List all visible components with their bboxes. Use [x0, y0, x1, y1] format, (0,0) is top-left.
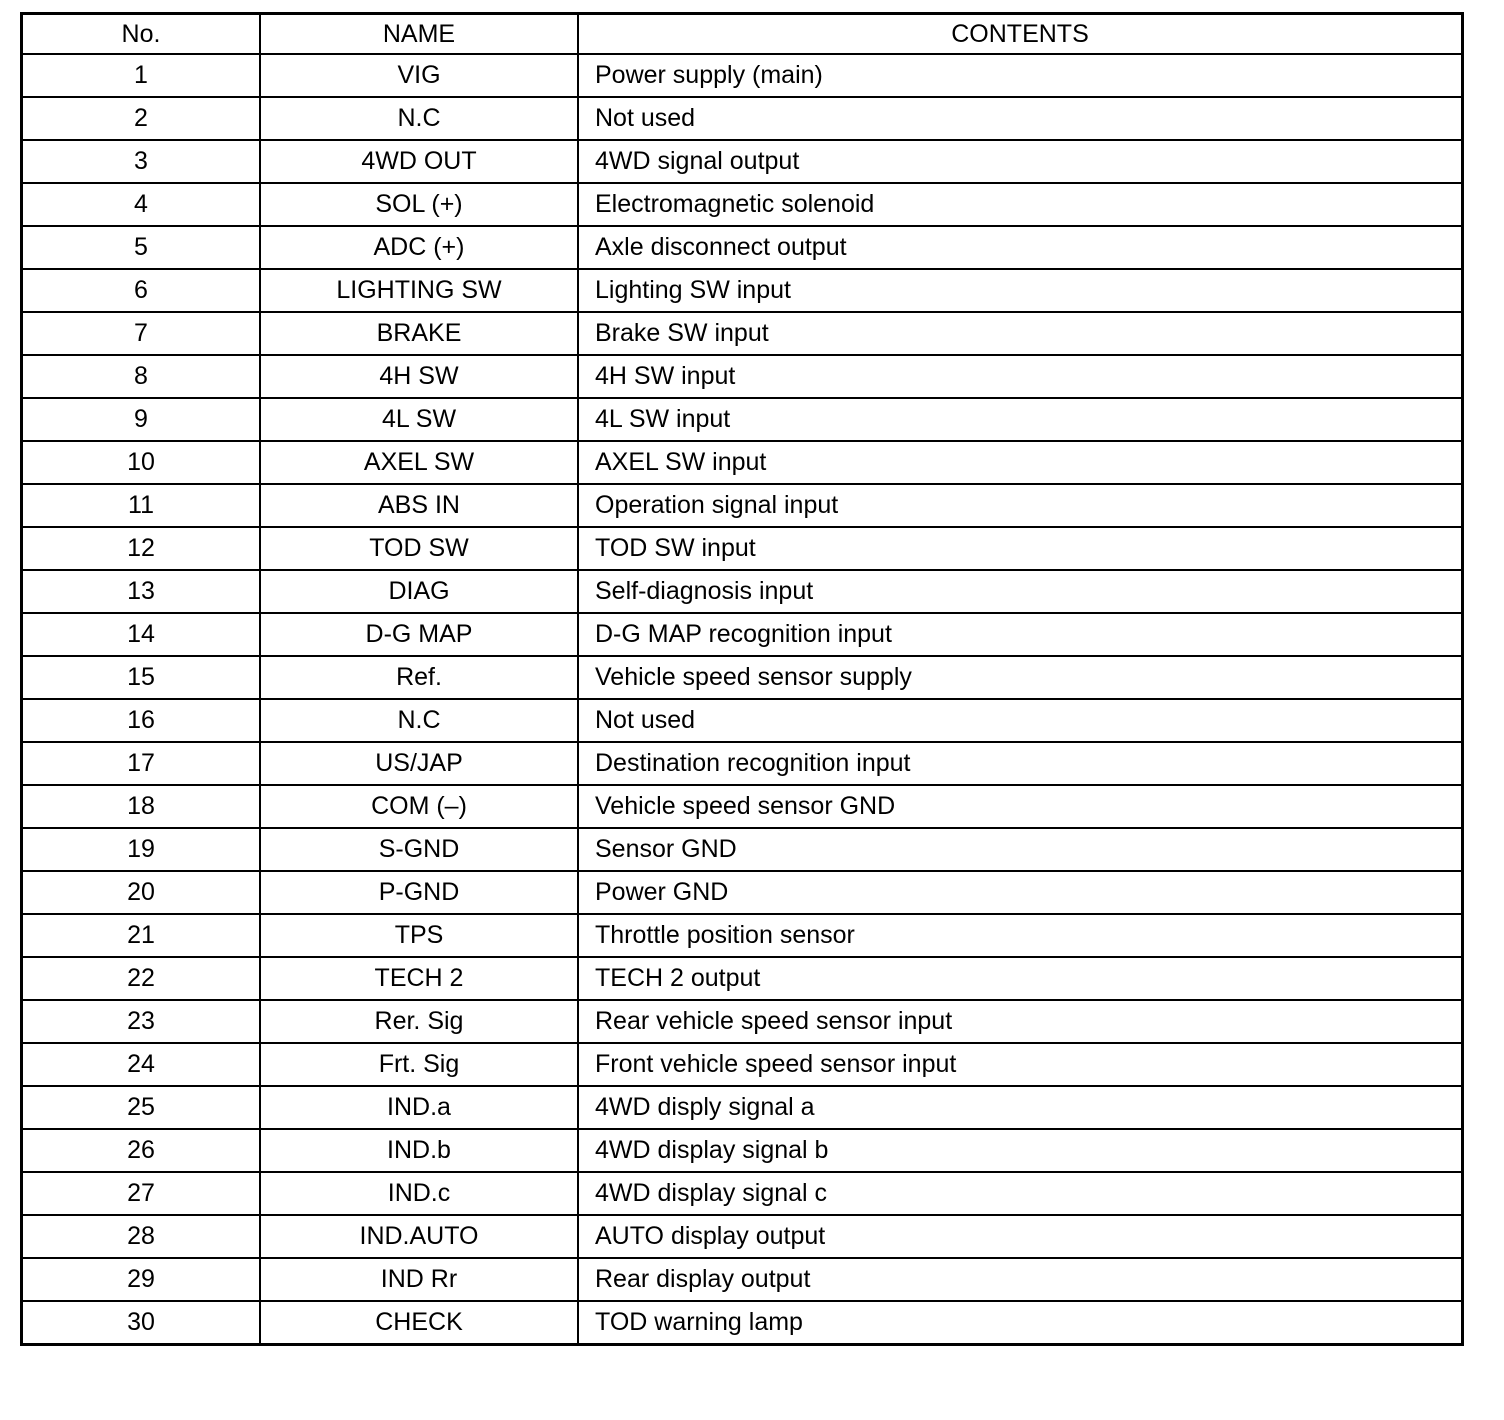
pin-number-cell: 14 [22, 613, 261, 656]
pin-number-cell: 22 [22, 957, 261, 1000]
table-row [22, 613, 1463, 656]
table-row [22, 140, 1463, 183]
table-row [22, 871, 1463, 914]
pin-contents-cell: Self-diagnosis input [578, 570, 1463, 613]
table-row [22, 1301, 1463, 1345]
pin-name-cell: 4H SW [260, 355, 578, 398]
pin-name-cell: N.C [260, 699, 578, 742]
pin-number-cell: 15 [22, 656, 261, 699]
pin-number-cell: 10 [22, 441, 261, 484]
table-row [22, 1086, 1463, 1129]
pin-assignment-table [20, 12, 1464, 1346]
table-row [22, 1258, 1463, 1301]
pin-name-cell: ABS IN [260, 484, 578, 527]
pin-contents-cell: D-G MAP recognition input [578, 613, 1463, 656]
header-no: No. [22, 14, 261, 55]
pin-contents-cell: AUTO display output [578, 1215, 1463, 1258]
pin-number-cell: 9 [22, 398, 261, 441]
pin-name-cell: TOD SW [260, 527, 578, 570]
table-row [22, 54, 1463, 97]
pin-name-cell: SOL (+) [260, 183, 578, 226]
pin-number-cell: 12 [22, 527, 261, 570]
pin-number-cell: 7 [22, 312, 261, 355]
pin-number-cell: 19 [22, 828, 261, 871]
table-row [22, 398, 1463, 441]
pin-name-cell: P-GND [260, 871, 578, 914]
pin-number-cell: 2 [22, 97, 261, 140]
table-row [22, 97, 1463, 140]
pin-contents-cell: Operation signal input [578, 484, 1463, 527]
table-body [22, 54, 1463, 1345]
pin-contents-cell: Rear display output [578, 1258, 1463, 1301]
pin-name-cell: Rer. Sig [260, 1000, 578, 1043]
pin-name-cell: S-GND [260, 828, 578, 871]
table-row [22, 1129, 1463, 1172]
pin-name-cell: 4L SW [260, 398, 578, 441]
table-row [22, 742, 1463, 785]
pin-number-cell: 13 [22, 570, 261, 613]
pin-name-cell: IND.b [260, 1129, 578, 1172]
pin-number-cell: 5 [22, 226, 261, 269]
pin-number-cell: 29 [22, 1258, 261, 1301]
pin-name-cell: US/JAP [260, 742, 578, 785]
pin-contents-cell: Throttle position sensor [578, 914, 1463, 957]
pin-name-cell: IND.a [260, 1086, 578, 1129]
pin-contents-cell: Vehicle speed sensor GND [578, 785, 1463, 828]
pin-number-cell: 17 [22, 742, 261, 785]
pin-contents-cell: Power supply (main) [578, 54, 1463, 97]
pin-contents-cell: Electromagnetic solenoid [578, 183, 1463, 226]
header-name: NAME [260, 14, 578, 55]
pin-name-cell: AXEL SW [260, 441, 578, 484]
pin-name-cell: TPS [260, 914, 578, 957]
table-row [22, 484, 1463, 527]
table-row [22, 656, 1463, 699]
pin-contents-cell: Axle disconnect output [578, 226, 1463, 269]
pin-name-cell: LIGHTING SW [260, 269, 578, 312]
table-row [22, 1215, 1463, 1258]
pin-contents-cell: 4WD signal output [578, 140, 1463, 183]
pin-contents-cell: Power GND [578, 871, 1463, 914]
pin-name-cell: ADC (+) [260, 226, 578, 269]
pin-number-cell: 25 [22, 1086, 261, 1129]
pin-number-cell: 23 [22, 1000, 261, 1043]
pin-name-cell: D-G MAP [260, 613, 578, 656]
pin-contents-cell: Not used [578, 97, 1463, 140]
pin-contents-cell: 4H SW input [578, 355, 1463, 398]
pin-number-cell: 6 [22, 269, 261, 312]
pin-name-cell: IND Rr [260, 1258, 578, 1301]
table-header-row [22, 14, 1463, 55]
table-row [22, 441, 1463, 484]
pin-name-cell: Ref. [260, 656, 578, 699]
pin-contents-cell: 4L SW input [578, 398, 1463, 441]
pin-name-cell: DIAG [260, 570, 578, 613]
table-row [22, 183, 1463, 226]
table-row [22, 914, 1463, 957]
pin-name-cell: COM (–) [260, 785, 578, 828]
table-row [22, 785, 1463, 828]
pin-contents-cell: Lighting SW input [578, 269, 1463, 312]
pin-contents-cell: TOD SW input [578, 527, 1463, 570]
pin-contents-cell: Not used [578, 699, 1463, 742]
pin-number-cell: 26 [22, 1129, 261, 1172]
table-row [22, 527, 1463, 570]
table-row [22, 226, 1463, 269]
table-row [22, 699, 1463, 742]
pin-name-cell: CHECK [260, 1301, 578, 1345]
table-row [22, 957, 1463, 1000]
pin-number-cell: 18 [22, 785, 261, 828]
table-row [22, 312, 1463, 355]
table-row [22, 1172, 1463, 1215]
table-row [22, 828, 1463, 871]
pin-number-cell: 30 [22, 1301, 261, 1345]
pin-name-cell: VIG [260, 54, 578, 97]
pin-contents-cell: Rear vehicle speed sensor input [578, 1000, 1463, 1043]
pin-number-cell: 24 [22, 1043, 261, 1086]
pin-contents-cell: Sensor GND [578, 828, 1463, 871]
pin-contents-cell: TOD warning lamp [578, 1301, 1463, 1345]
pin-name-cell: TECH 2 [260, 957, 578, 1000]
pin-number-cell: 11 [22, 484, 261, 527]
table-row [22, 355, 1463, 398]
pin-contents-cell: Front vehicle speed sensor input [578, 1043, 1463, 1086]
pin-name-cell: IND.c [260, 1172, 578, 1215]
pin-number-cell: 4 [22, 183, 261, 226]
pin-number-cell: 27 [22, 1172, 261, 1215]
pin-number-cell: 3 [22, 140, 261, 183]
table-row [22, 1000, 1463, 1043]
pin-contents-cell: Destination recognition input [578, 742, 1463, 785]
pin-name-cell: Frt. Sig [260, 1043, 578, 1086]
pin-contents-cell: TECH 2 output [578, 957, 1463, 1000]
pin-contents-cell: Brake SW input [578, 312, 1463, 355]
header-contents: CONTENTS [578, 14, 1463, 55]
pin-number-cell: 1 [22, 54, 261, 97]
pin-number-cell: 28 [22, 1215, 261, 1258]
pin-contents-cell: 4WD display signal b [578, 1129, 1463, 1172]
pin-number-cell: 16 [22, 699, 261, 742]
table-row [22, 570, 1463, 613]
pin-contents-cell: 4WD disply signal a [578, 1086, 1463, 1129]
pin-name-cell: IND.AUTO [260, 1215, 578, 1258]
pin-number-cell: 21 [22, 914, 261, 957]
pin-name-cell: BRAKE [260, 312, 578, 355]
pin-contents-cell: 4WD display signal c [578, 1172, 1463, 1215]
pin-name-cell: 4WD OUT [260, 140, 578, 183]
pin-number-cell: 8 [22, 355, 261, 398]
pin-name-cell: N.C [260, 97, 578, 140]
table-row [22, 1043, 1463, 1086]
pin-contents-cell: AXEL SW input [578, 441, 1463, 484]
pin-contents-cell: Vehicle speed sensor supply [578, 656, 1463, 699]
pin-number-cell: 20 [22, 871, 261, 914]
table-row [22, 269, 1463, 312]
